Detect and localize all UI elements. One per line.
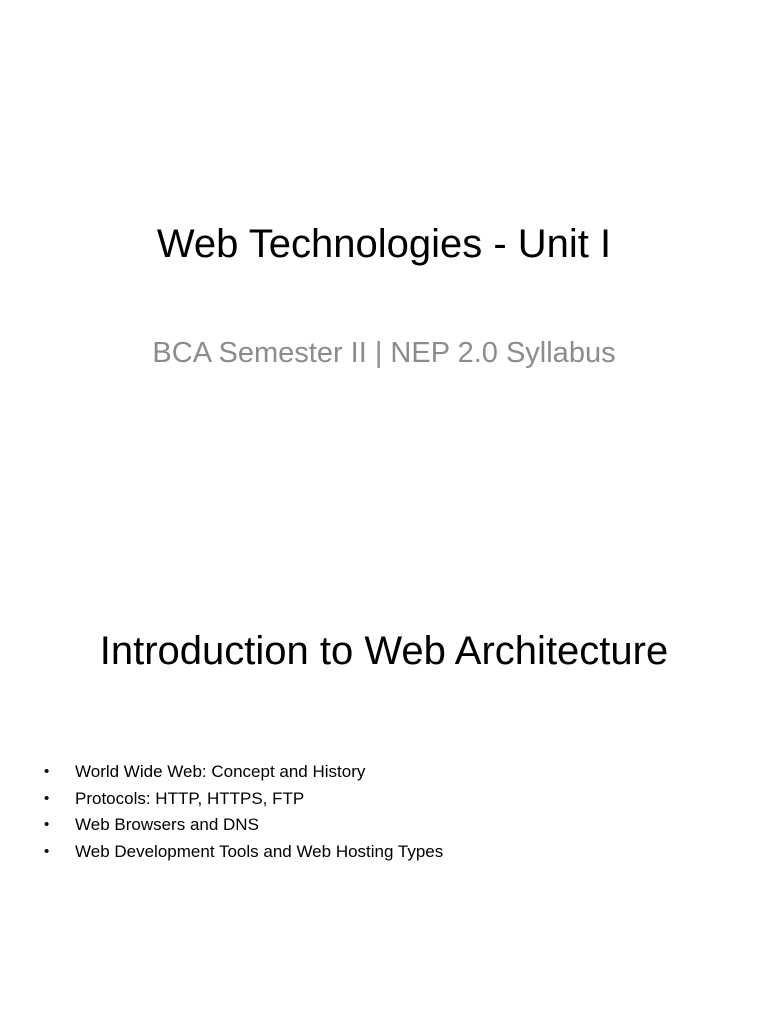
list-item-text: Protocols: HTTP, HTTPS, FTP [75, 788, 305, 808]
section-heading: Introduction to Web Architecture [99, 629, 669, 673]
bullet-icon: • [44, 842, 50, 860]
bullet-icon: • [44, 789, 50, 807]
list-item-text: World Wide Web: Concept and History [75, 762, 366, 781]
list-item [44, 759, 724, 786]
list-item-text: Web Development Tools and Web Hosting Types [75, 841, 444, 861]
list-item [44, 812, 724, 839]
list-item [44, 839, 724, 866]
bullet-icon: • [44, 763, 50, 780]
bullet-list [44, 759, 724, 865]
slide-subtitle: BCA Semester II | NEP 2.0 Syllabus [152, 337, 616, 369]
bullet-icon: • [44, 816, 50, 834]
list-item-text: Web Browsers and DNS [75, 815, 259, 835]
slide-title: Web Technologies - Unit I [156, 222, 612, 266]
list-item [44, 786, 724, 813]
